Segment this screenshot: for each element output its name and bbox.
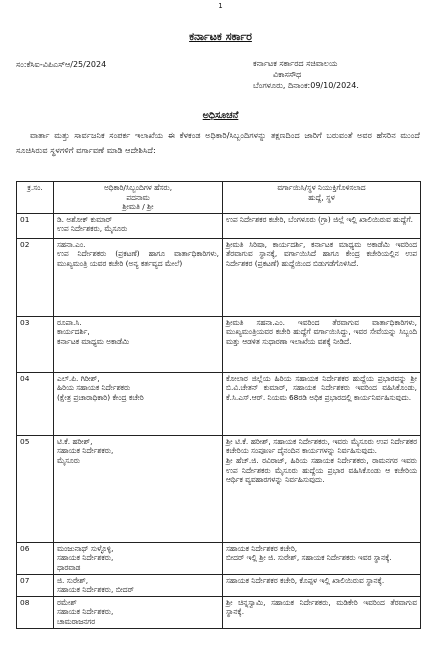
serial-cell: 05 [17,435,54,542]
posting-cell: ಶ್ರೀ ಚಿನ್ನಸ್ವಾಮಿ, ಸಹಾಯಕ ನಿರ್ದೇಶಕರು, ಮಡಿಕೇರಿ ಇವರಿಂದ ತೆರವಾಗುವ ಸ್ಥಾನಕ್ಕೆ. [223,596,421,628]
address-line-1: ಕರ್ನಾಟಕ ಸರ್ಕಾರದ ಸಚಿವಾಲಯ [253,59,338,68]
name-cell: ರಮೇಶ್ ಸಹಾಯಕ ನಿರ್ದೇಶಕರು, ಚಾಮರಾಜನಗರ [54,596,223,628]
address-line-3: ಬೆಂಗಳೂರು, ದಿನಾಂಕ:09/10/2024. [253,81,359,90]
page-number: 1 [218,2,223,10]
header-posting-line-1: ವರ್ಗಾಯಿಸಿ/ಸ್ಥಳ ನಿಯುಕ್ತಿಗೊಳಿಸಲಾದ [277,183,366,192]
table-row [17,238,421,316]
header-name [54,182,223,214]
serial-cell: 08 [17,596,54,628]
table-row [17,372,421,435]
notice-heading: ಅಧಿಸೂಚನೆ [202,110,239,121]
serial-cell: 01 [17,213,54,238]
document-title: ಕರ್ನಾಟಕ ಸರ್ಕಾರ [189,30,252,43]
office-address [253,58,359,91]
address-line-2: ವಿಕಾಸಸೌಧ [273,70,302,79]
table-row [17,574,421,596]
name-cell: ಮಂಜುನಾಥ್ ಸುಳ್ಳೊಳ್ಳಿ, ಸಹಾಯಕ ನಿರ್ದೇಶಕರು, ಧಾರವಾಡ [54,542,223,574]
name-cell: ಜಿ. ಸುರೇಶ್, ಸಹಾಯಕ ನಿರ್ದೇಶಕರು, ಬೀದರ್ [54,574,223,596]
posting-cell: ಸಹಾಯಕ ನಿರ್ದೇಶಕರ ಕಚೇರಿ, ಬೀದರ್ ಇಲ್ಲಿ ಶ್ರೀ ಜಿ. ಸುರೇಶ್, ಸಹಾಯಕ ನಿರ್ದೇಶಕರು ಇವರ ಸ್ಥಾನಕ್ಕೆ. [223,542,421,574]
intro-text: ವಾರ್ತಾ ಮತ್ತು ಸಾರ್ವಜನಿಕ ಸಂಪರ್ಕ ಇಲಾಖೆಯ ಈ ಕೆಳಕಂಡ ಅಧಿಕಾರಿ/ಸಿಬ್ಬಂದಿಗಳನ್ನು ತಕ್ಷಣದಿಂದ ಜಾರಿಗೆ ಬರುವಂತೆ ಅವರ ಹೆಸರಿನ ಮುಂದೆ ಸೂಚಿಸಿರುವ ಸ್ಥಳಗಳಿಗೆ ವರ್ಗಾವಣೆ ಮಾಡಿ ಆದೇಶಿಸಿದೆ: [16,130,420,155]
header-name-line-3: ಶ್ರೀಮತಿ / ಶ್ರೀ [122,202,154,212]
table-row [17,596,421,628]
header-posting-line-2: ಹುದ್ದೆ, ಸ್ಥಳ [308,192,335,202]
posting-cell: ಶ್ರೀಮತಿ ಸಹನಾ.ಎಂ. ಇವರಿಂದ ತೆರವಾಗುವ ವಾರ್ತಾಧಿಕಾರಿಗಳು, ಮುಖ್ಯಮಂತ್ರಿಯವರ ಕಚೇರಿ ಹುದ್ದೆಗೆ ವರ್ಗಾಯಿಸಿದ್ದು, ಇವರ ಸೇವೆಯನ್ನು ಸಿಬ್ಬಂದಿ ಮತ್ತು ಆಡಳಿತ ಸುಧಾರಣಾ ಇಲಾಖೆಯ ವಶಕ್ಕೆ ನೀಡಿದೆ. [223,316,421,372]
intro-paragraph [16,128,420,158]
serial-cell: 03 [17,316,54,372]
header-posting [223,182,421,214]
reference-number: ಸಂ:ಕೆಸಿಐ-ವಿಪಿಎಸ್‌ಆ/25/2024 [16,60,107,69]
posting-cell: ಸಹಾಯಕ ನಿರ್ದೇಶಕರ ಕಚೇರಿ, ಕೊಪ್ಪಳ ಇಲ್ಲಿ ಖಾಲಿಯಿರುವ ಸ್ಥಾನಕ್ಕೆ. [223,574,421,596]
posting-cell: ಶ್ರೀಮತಿ ಸಿರಿಷಾ, ಕಾರ್ಯದರ್ಶಿ, ಕರ್ನಾಟಕ ಮಾಧ್ಯಮ ಅಕಾಡೆಮಿ ಇವರಿಂದ ತೆರವಾಗುವ ಸ್ಥಾನಕ್ಕೆ, ವರ್ಗಾಯಿಸಿದೆ ಹಾಗೂ ಕೇಂದ್ರ ಕಚೇರಿಯಲ್ಲಿನ ಉಪ ನಿರ್ದೇಶಕರ (ಪ್ರಕಟಣೆ) ಹುದ್ದೆಯಿಂದ ಬಿಡುಗಡೆಗೊಳಿಸಿದೆ. [223,238,421,316]
transfer-table [16,181,421,629]
serial-cell: 07 [17,574,54,596]
header-name-line-2: ಪದನಾಮ [126,192,150,202]
header-name-line-1: ಅಧಿಕಾರಿ/ಸಿಬ್ಬಂದಿಗಳ ಹೆಸರು, [103,183,173,192]
serial-cell: 04 [17,372,54,435]
table-header-row [17,182,421,214]
posting-cell: ಶ್ರೀ ಟಿ.ಕೆ. ಹರೀಶ್, ಸಹಾಯಕ ನಿರ್ದೇಶಕರು, ಇವರು ಮೈಸೂರು ಉಪ ನಿರ್ದೇಶಕರ ಕಚೇರಿಯ ಸಂಪೂರ್ಣ ದೈನಂದಿನ ಕಾರ್ಯಗಳನ್ನು ನಿರ್ವಹಿಸುವುದು. ಶ್ರೀ ಹೆಚ್.ಜಿ. ರವಿರಾಜ್, ಹಿರಿಯ ಸಹಾಯಕ ನಿರ್ದೇಶಕರು, ರಾಮನಗರ ಇವರು ಉಪ ನಿರ್ದೇಶಕರು ಮೈಸೂರು ಹುದ್ದೆಯ ಪ್ರಭಾರ ವಹಿಸಿಕೊಂಡು ಆ ಕಚೇರಿಯ ಆರ್ಥಿಕ ವ್ಯವಹಾರಗಳನ್ನು ನಿರ್ವಹಿಸುವುದು. [223,435,421,542]
name-cell: ಎಲ್.ಪಿ. ಗಿರೀಶ್, ಹಿರಿಯ ಸಹಾಯಕ ನಿರ್ದೇಶಕರು (ಕ್ಷೇತ್ರ ಪ್ರಚಾರಾಧಿಕಾರಿ) ಕೇಂದ್ರ ಕಚೇರಿ [54,372,223,435]
name-cell: ಸಹನಾ.ಎಂ. ಉಪ ನಿರ್ದೇಶಕರು (ಪ್ರಕಟಣೆ) ಹಾಗೂ ವಾರ್ತಾಧಿಕಾರಿಗಳು, ಮುಖ್ಯಮಂತ್ರಿ ಯವರ ಕಚೇರಿ (ಅನ್ಯ ಕರ್ತವ್ಯದ ಮೇಲೆ) [54,238,223,316]
table-row [17,435,421,542]
header-serial-no: ಕ್ರ.ಸಂ. [17,182,54,214]
name-cell: ರೂಪಾ.ಸಿ. ಕಾರ್ಯದರ್ಶಿ, ಕರ್ನಾಟಕ ಮಾಧ್ಯಮ ಅಕಾಡೆಮಿ [54,316,223,372]
posting-cell: ಕೋಲಾರ ಜಿಲ್ಲೆಯ ಹಿರಿಯ ಸಹಾಯಕ ನಿರ್ದೇಶಕರ ಹುದ್ದೆಯ ಪ್ರಭಾರವನ್ನು ಶ್ರೀ ಬಿ.ವಿ.ಚೇತನ್ ಕುಮಾರ್, ಸಹಾಯಕ ನಿರ್ದೇಶಕರು ಇವರಿಂದ ವಹಿಸಿಕೊಂಡು, ಕೆ.ಸಿ.ಎಸ್.ಆರ್. ನಿಯಮ 68ರಡಿ ಅಧಿಕ ಪ್ರಭಾರದಲ್ಲಿ ಕಾರ್ಯನಿರ್ವಹಿಸುವುದು. [223,372,421,435]
name-cell: ಡಿ. ಅಶೋಕ್ ಕುಮಾರ್ ಉಪ ನಿರ್ದೇಶಕರು, ಮೈಸೂರು [54,213,223,238]
name-cell: ಟಿ.ಕೆ. ಹರೀಶ್, ಸಹಾಯಕ ನಿರ್ದೇಶಕರು, ಮೈಸೂರು [54,435,223,542]
table-row [17,542,421,574]
posting-cell: ಉಪ ನಿರ್ದೇಶಕರ ಕಚೇರಿ, ಬೆಂಗಳೂರು (ಗ್ರಾ) ಜಿಲ್ಲೆ ಇಲ್ಲಿ ಖಾಲಿಯಿರುವ ಹುದ್ದೆಗೆ. [223,213,421,238]
serial-cell: 02 [17,238,54,316]
table-row [17,213,421,238]
table-row [17,316,421,372]
serial-cell: 06 [17,542,54,574]
